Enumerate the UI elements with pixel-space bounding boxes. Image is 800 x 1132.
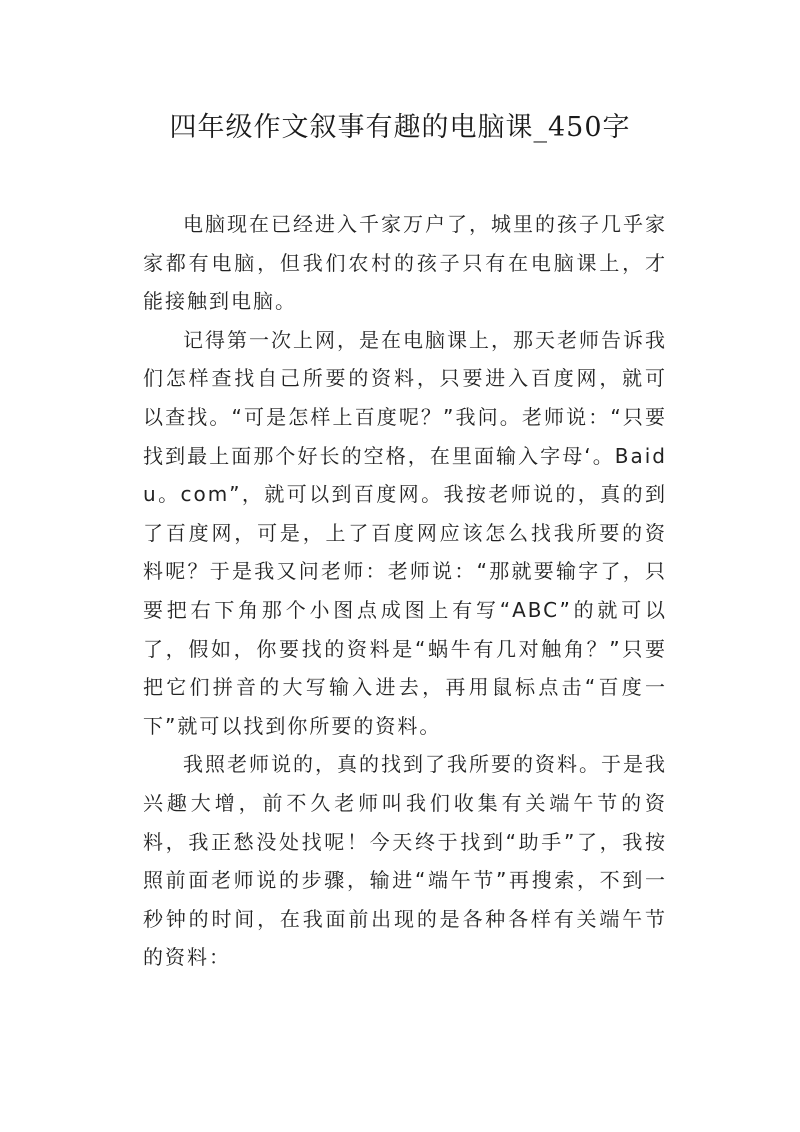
paragraph-3: 我照老师说的，真的找到了我所要的资料。于是我兴趣大增，前不久老师叫我们收集有关端午节的资料，我正愁没处找呢！今天终于找到“助手”了，我按照前面老师说的步骤，输进“端午节”再搜索，不到一秒钟的时间，在我面前出现的是各种各样有关端午节的资料：: [143, 752, 667, 970]
document-body: [143, 205, 667, 977]
document-title: 四年级作文叙事有趣的电脑课_450字: [169, 112, 631, 143]
paragraph-1: 电脑现在已经进入千家万户了，城里的孩子几乎家家都有电脑，但我们农村的孩子只有在电脑课上，才能接触到电脑。: [143, 212, 667, 314]
paragraph-2: 记得第一次上网，是在电脑课上，那天老师告诉我们怎样查找自己所要的资料，只要进入百度网，就可以查找。“可是怎样上百度呢？”我问。老师说：“只要找到最上面那个好长的空格，在里面输入字母‘。Baidu。com”，就可以到百度网。我按老师说的，真的到了百度网，可是，上了百度网应该怎么找我所要的资料呢？于是我又问老师：老师说：“那就要输字了，只要把右下角那个小图点成图上有写“ABC”的就可以了，假如，你要找的资料是“蜗牛有几对触角？”只要把它们拼音的大写输入进去，再用鼠标点击“百度一下”就可以找到你所要的资料。: [143, 327, 667, 738]
